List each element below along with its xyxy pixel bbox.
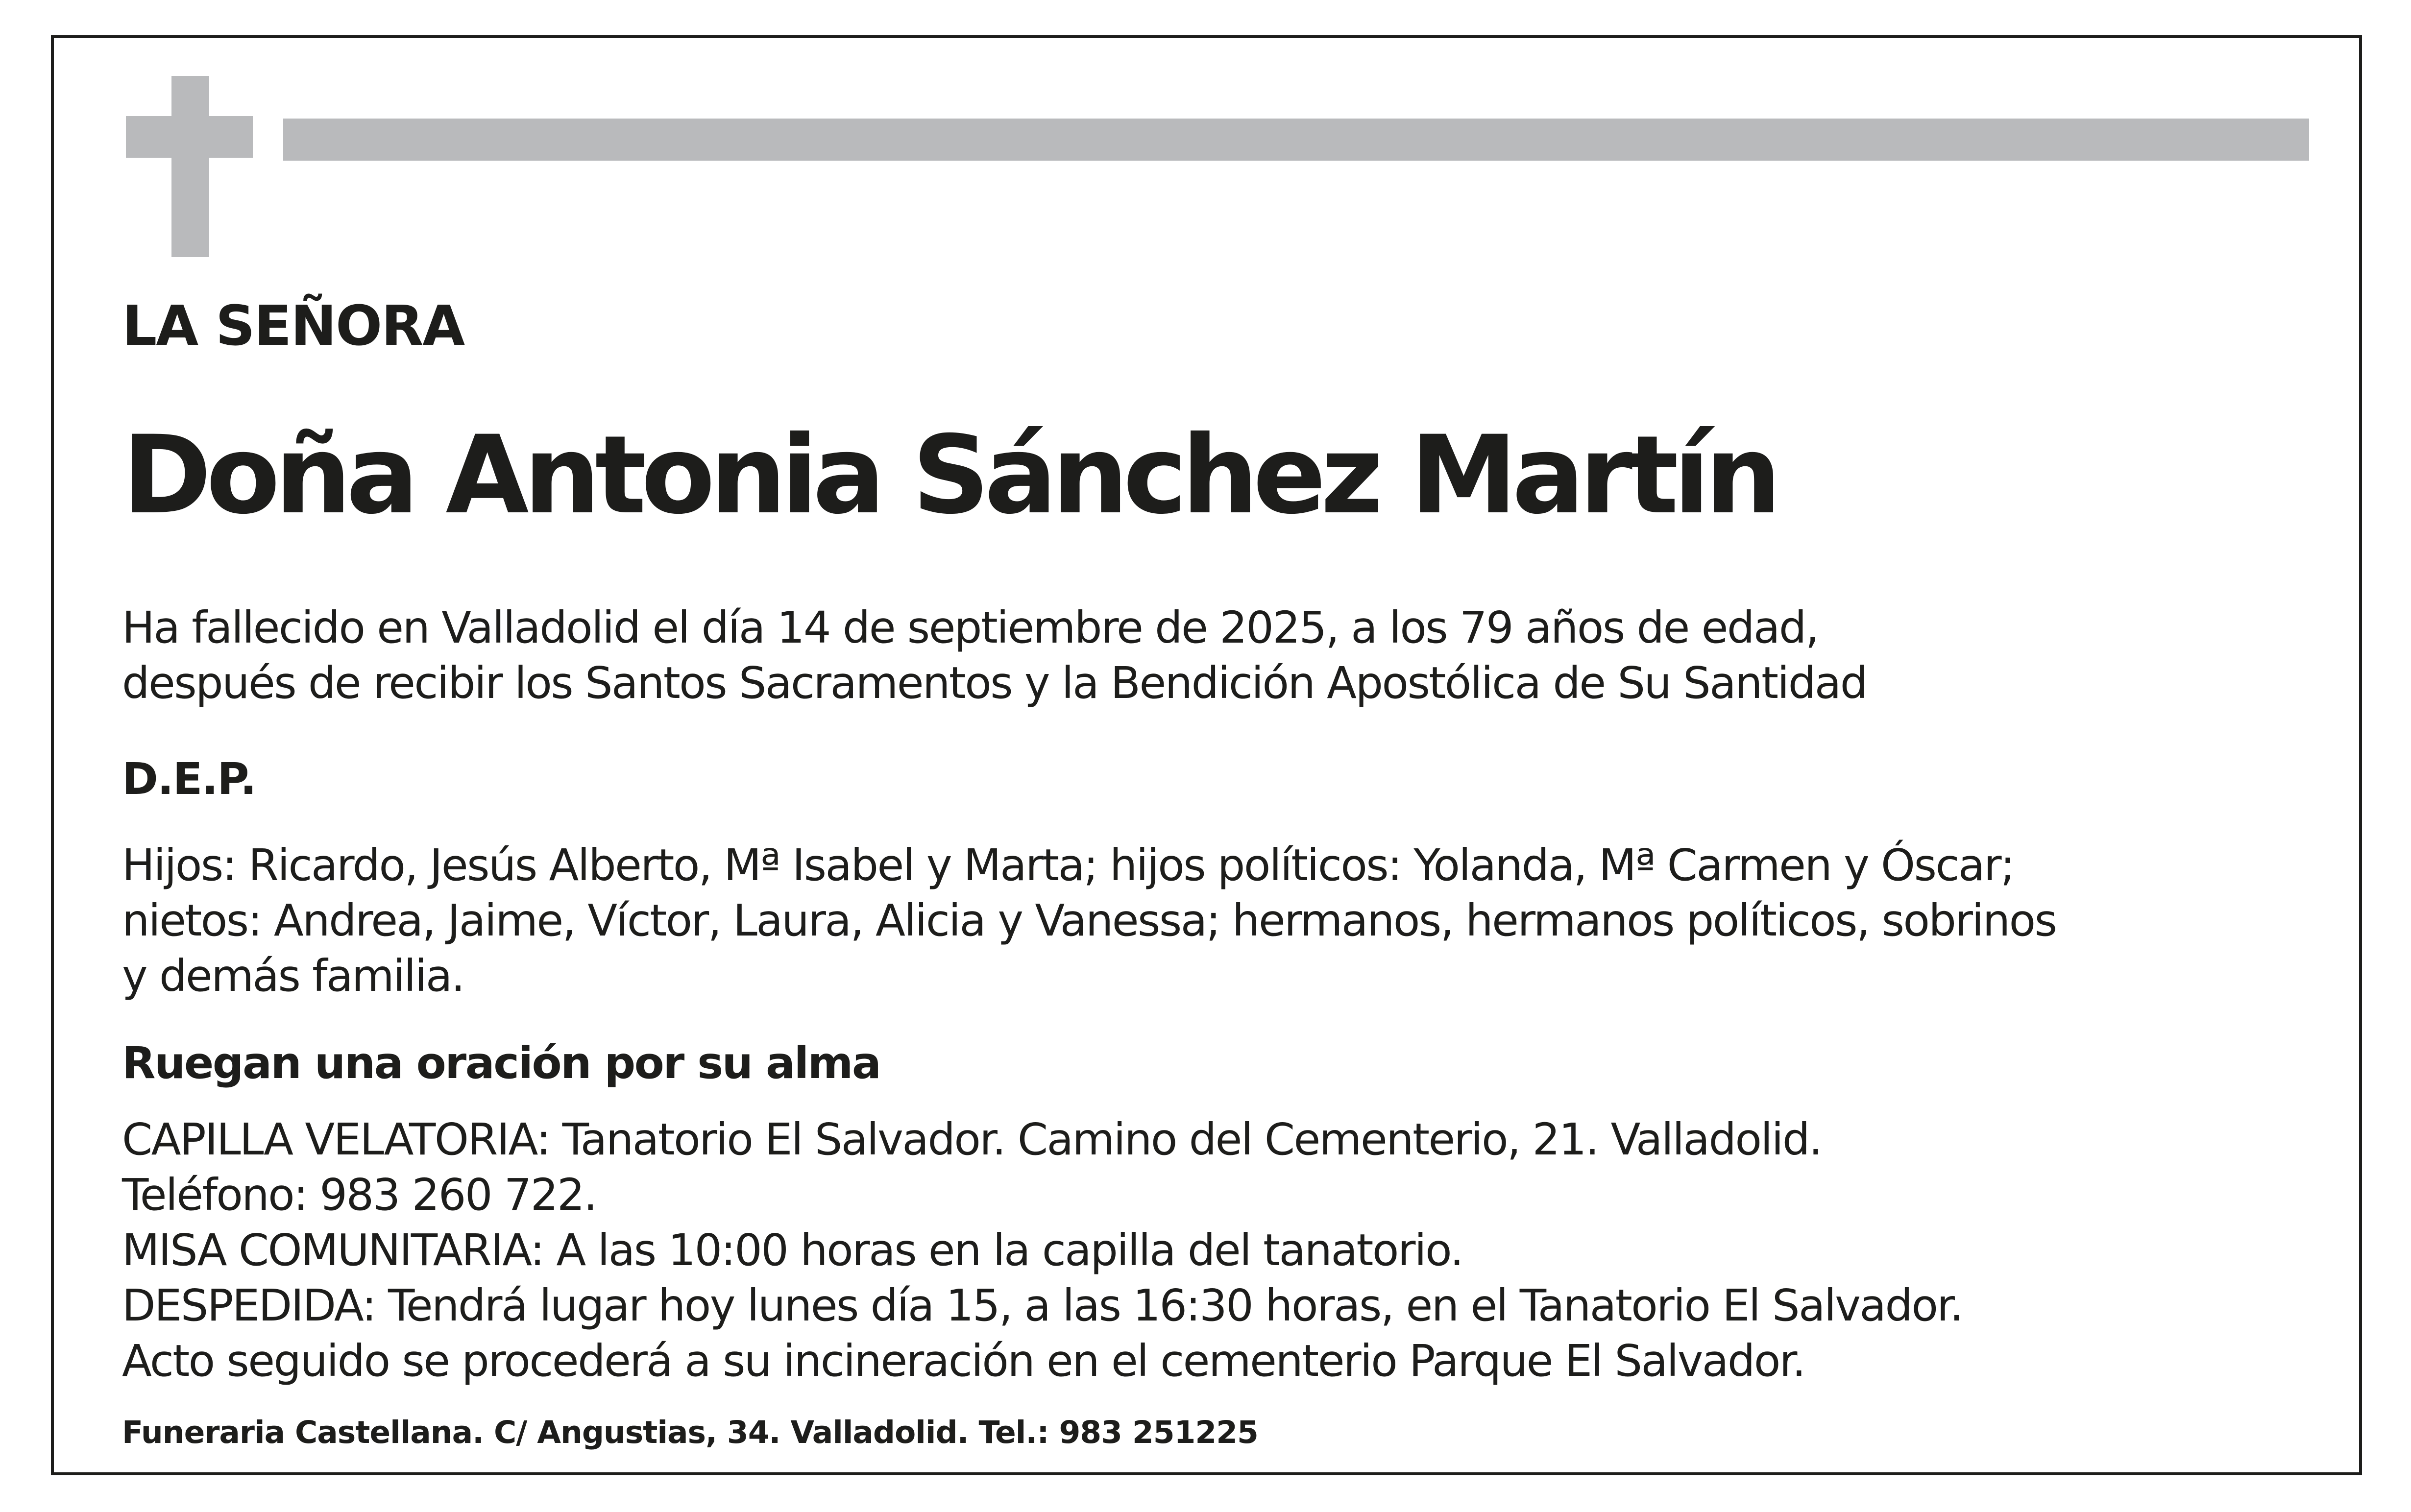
family-list [122, 838, 2056, 1004]
detail-line: MISA COMUNITARIA: A las 10:00 horas en la capilla del tanatorio. [122, 1224, 1463, 1275]
service-details [122, 1112, 1962, 1389]
cross-icon-vertical [171, 76, 209, 257]
prayer-request: Ruegan una oración por su alma [122, 1037, 880, 1088]
family-line: Hijos: Ricardo, Jesús Alberto, Mª Isabel y Marta; hijos políticos: Yolanda, Mª Carmen y Óscar; [122, 840, 2014, 890]
funeral-home-footer: Funeraria Castellana. C/ Angustias, 34. Valladolid. Tel.: 983 251225 [122, 1415, 1258, 1450]
header-rule [283, 119, 2309, 161]
dep-label: D.E.P. [122, 753, 256, 804]
detail-line: Acto seguido se procederá a su incineración en el cementerio Parque El Salvador. [122, 1335, 1805, 1386]
death-announcement [122, 600, 1867, 711]
death-line: después de recibir los Santos Sacramentos y la Bendición Apostólica de Su Santidad [122, 657, 1867, 708]
notice-title: LA SEÑORA [122, 294, 464, 358]
cross-icon-horizontal [126, 116, 253, 158]
detail-line: Teléfono: 983 260 722. [122, 1169, 596, 1220]
detail-line: CAPILLA VELATORIA: Tanatorio El Salvador. Camino del Cementerio, 21. Valladolid. [122, 1114, 1822, 1165]
death-line: Ha fallecido en Valladolid el día 14 de septiembre de 2025, a los 79 años de edad, [122, 602, 1818, 653]
detail-line: DESPEDIDA: Tendrá lugar hoy lunes día 15, a las 16:30 horas, en el Tanatorio El Salvador. [122, 1280, 1963, 1331]
family-line: y demás familia. [122, 950, 464, 1001]
family-line: nietos: Andrea, Jaime, Víctor, Laura, Alicia y Vanessa; hermanos, hermanos políticos, sobrinos [122, 895, 2056, 946]
deceased-name: Doña Antonia Sánchez Martín [122, 412, 1777, 538]
